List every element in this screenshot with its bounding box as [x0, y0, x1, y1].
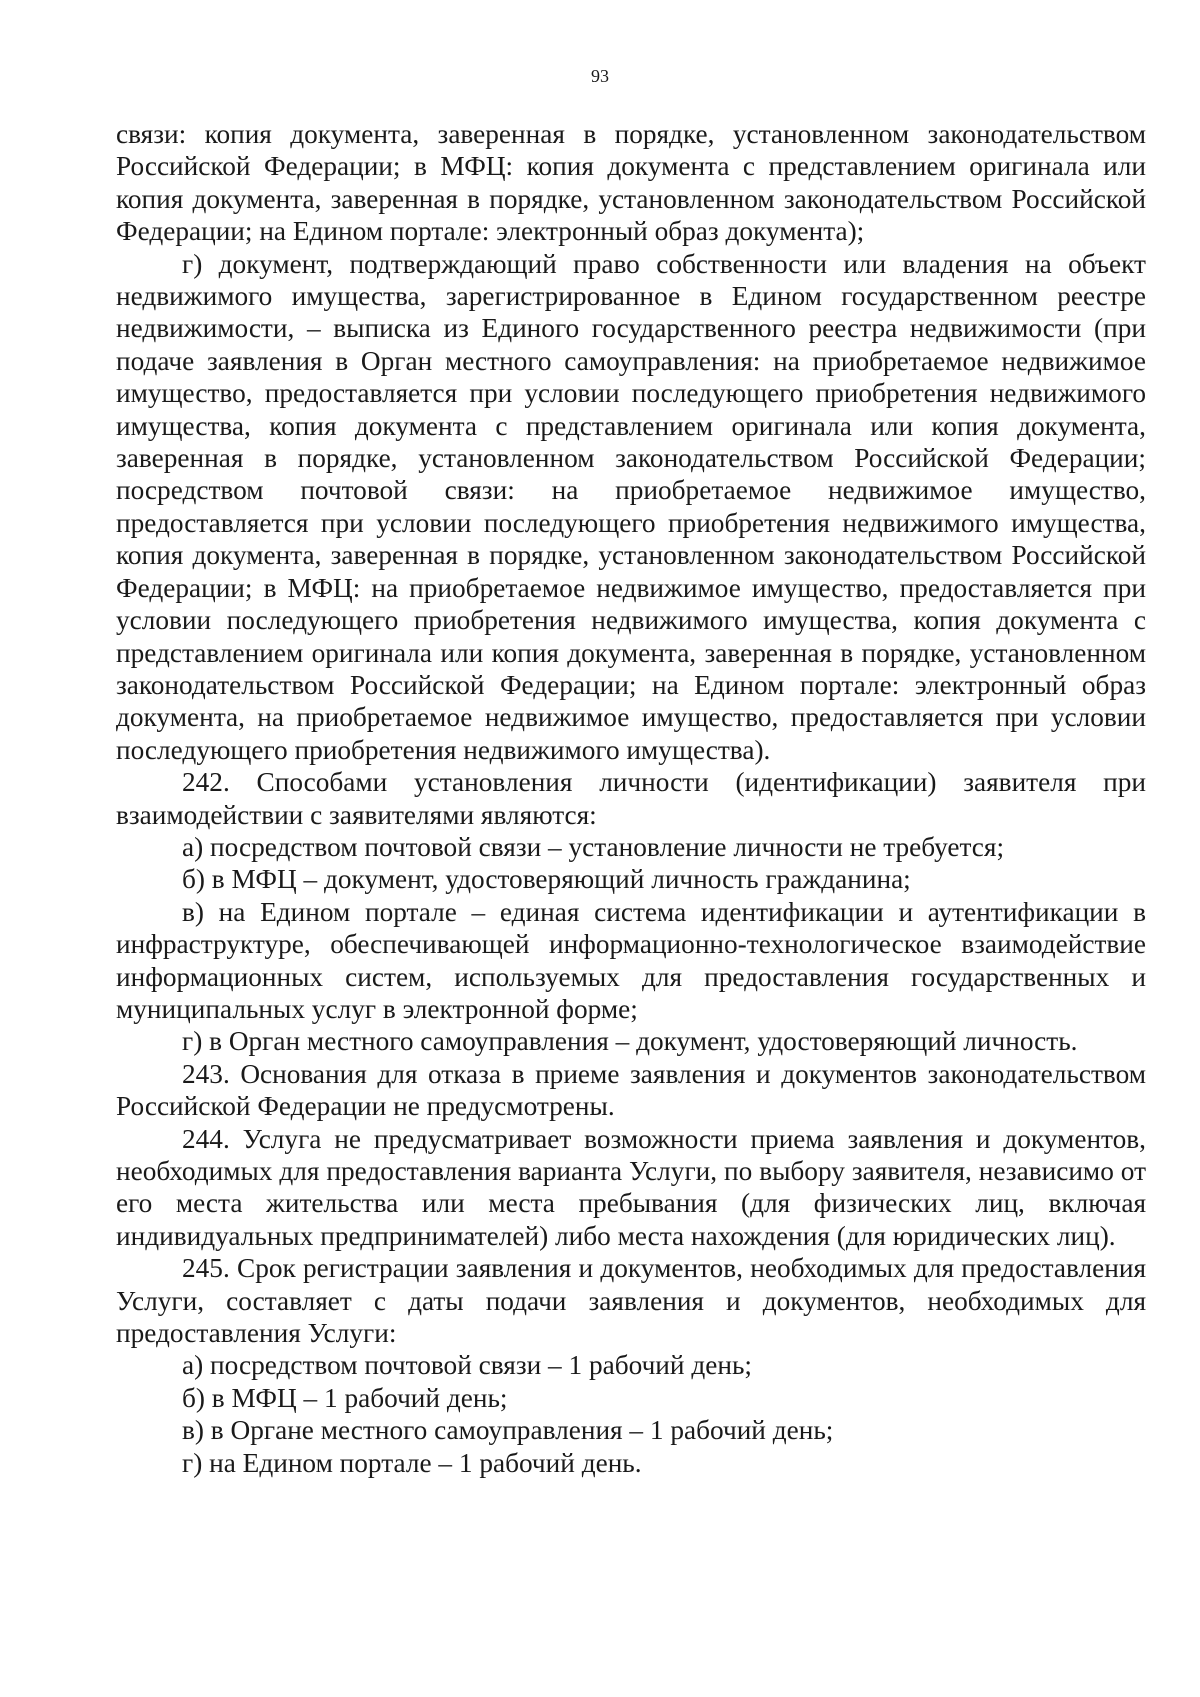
- paragraph-243: 243. Основания для отказа в приеме заявления и документов законодательством Российской Федерации не предусмотрены.: [116, 1058, 1146, 1122]
- paragraph-continuation: связи: копия документа, заверенная в порядке, установленном законодательством Российской Федерации; в МФЦ: копия документа с представлением оригинала или копия документа, заверенная в порядке, установленном законодательством Российской Федерации; на Едином портале: электронный образ документа);: [116, 119, 1146, 247]
- paragraph-item-g-property-document: г) документ, подтверждающий право собственности или владения на объект недвижимого имущества, зарегистрированное в Едином государственном реестре недвижимости, – выписка из Единого государственного реестра недвижимости (при подаче заявления в Орган местного самоуправления: на приобретаемое недвижимое имущество, предоставляется при условии последующего приобретения недвижимого имущества, копия документа с представлением оригинала или копия документа, заверенная в порядке, установленном законодательством Российской Федерации; посредством почтовой связи: на приобретаемое недвижимое имущество, предоставляется при условии последующего приобретения недвижимого имущества, копия документа, заверенная в порядке, установленном законодательством Российской Федерации; в МФЦ: на приобретаемое недвижимое имущество, предоставляется при условии последующего приобретения недвижимого имущества, копия документа с представлением оригинала или копия документа, заверенная в порядке, установленном законодательством Российской Федерации; на Едином портале: электронный образ документа, на приобретаемое недвижимое имущество, предоставляется при условии последующего приобретения недвижимого имущества).: [116, 248, 1146, 765]
- paragraph-244: 244. Услуга не предусматривает возможности приема заявления и документов, необходимых для предоставления варианта Услуги, по выбору заявителя, независимо от его места жительства или места пребывания (для физических лиц, включая индивидуальных предпринимателей) либо места нахождения (для юридических лиц).: [116, 1123, 1146, 1251]
- list-item-245-g: г) на Едином портале – 1 рабочий день.: [182, 1447, 642, 1478]
- list-item-242-v: в) на Едином портале – единая система идентификации и аутентификации в инфраструктуре, обеспечивающей информационно-технологическое взаимодействие информационных систем, используемых для предоставления государственных и муниципальных услуг в электронной форме;: [116, 896, 1146, 1024]
- list-item-245-a: а) посредством почтовой связи – 1 рабочий день;: [182, 1350, 752, 1381]
- list-item-245-v: в) в Органе местного самоуправления – 1 рабочий день;: [182, 1415, 834, 1446]
- list-item-242-b: б) в МФЦ – документ, удостоверяющий личность гражданина;: [182, 864, 911, 895]
- page-number: 93: [591, 66, 609, 86]
- document-body: [116, 118, 1146, 1479]
- paragraph-245: 245. Срок регистрации заявления и документов, необходимых для предоставления Услуги, составляет с даты подачи заявления и документов, необходимых для предоставления Услуги:: [116, 1253, 1146, 1349]
- list-item-242-g: г) в Орган местного самоуправления – документ, удостоверяющий личность.: [182, 1026, 1078, 1057]
- list-item-245-b: б) в МФЦ – 1 рабочий день;: [182, 1382, 508, 1413]
- paragraph-242: 242. Способами установления личности (идентификации) заявителя при взаимодействии с заявителями являются:: [116, 767, 1146, 830]
- list-item-242-a: а) посредством почтовой связи – установление личности не требуется;: [182, 831, 1005, 862]
